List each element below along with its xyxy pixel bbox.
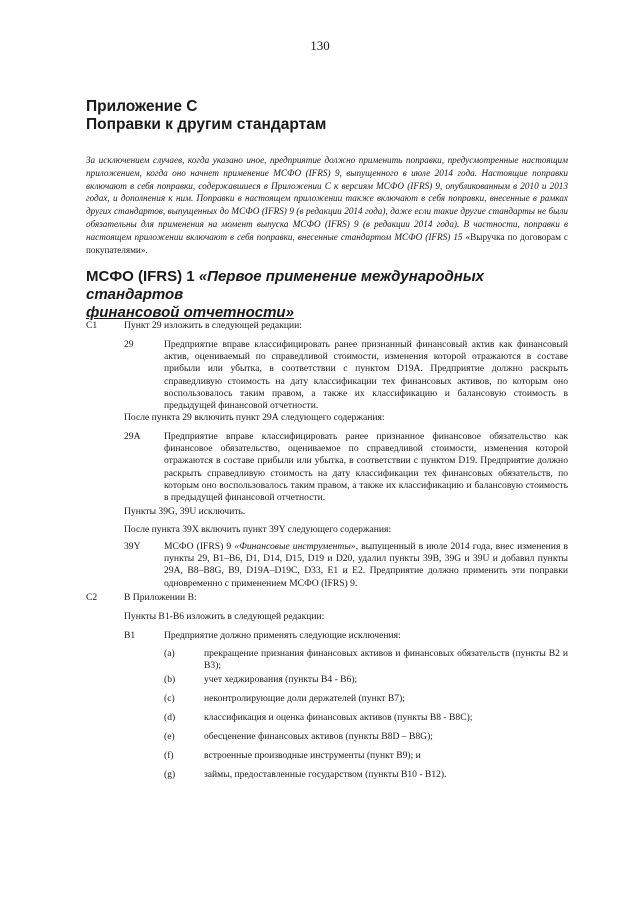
intro-italic-text: За исключением случаев, когда указано иное, предприятие должно применить поправки, предусмотренные настоящим приложением, когда оно начнет применение МСФО (IFRS) 9, выпущенного в июле 2014 года. Настоящие поправки включают в себя поправки, содержавшиеся в Приложении С к версиям МСФО (IFRS) 9, опубликованным в 2010 и 2013 годах, и дополнения к ним. Поправки в настоящем приложении также включают в себя поправки, внесенные в рамках других стандартов, выпущенных до МСФО (IFRS) 9 (в редакции 2014 года), даже если такие другие стандарты не были обязательны для применения на момент выпуска МСФО (IFRS) 9 (в редакции 2014 года). В частности, поправки в настоящем приложении включают в себя поправки, внесенные стандартом МСФО (IFRS) 15	[86, 155, 568, 242]
b1-number: B1	[124, 630, 136, 641]
list-item-text: неконтролирующие доли держателей (пункт B7);	[204, 693, 405, 704]
appendix-title-line2: Поправки к другим стандартам	[86, 116, 327, 133]
page-number: 130	[310, 38, 330, 53]
p39y-rest: , выпущенный в июле 2014 года, внес изменения в пункты 29, B1–B6, D1, D14, D15, D19 и D20, удалил пункты 39B, 39G и 39U и добавил пункты 29A, B8–B8G, B9, D19A–D19C, D33, E1 и E2. Предприятие должно применить эти поправки одновременно с применением МСФО (IFRS) 9.	[164, 541, 568, 589]
appendix-title	[86, 98, 326, 134]
c1-instruction: Пункт 29 изложить в следующей редакции:	[124, 320, 302, 331]
p29-text: Предприятие вправе классифицировать ранее признанный финансовый актив как финансовый актив, оцениваемый по справедливой стоимости, изменения которой отражаются в составе прибыли или убытка, в соответствии с пунктом D19A. Предприятие должно раскрыть справедливую стоимость на дату классификации тех финансовых активов, по которым оно воспользовалось таким правом, а также их классификацию и балансовую стоимость в предыдущей финансовой отчетности.	[164, 339, 568, 412]
list-item-text: учет хеджирования (пункты B4 - B6);	[204, 674, 358, 685]
section-heading	[86, 268, 576, 322]
after-39x-instruction: После пункта 39X включить пункт 39Y следующего содержания:	[124, 524, 392, 535]
p39y-italic: «Финансовые инструменты»	[234, 541, 356, 552]
section-heading-italic-1: «Первое применение международных стандартов	[86, 268, 484, 303]
appendix-title-line1: Приложение С	[86, 98, 198, 115]
section-heading-line1	[86, 268, 576, 304]
c2-label: C2	[86, 592, 98, 603]
list-item-text: встроенные производные инструменты (пункт B9); и	[204, 750, 421, 761]
intro-paragraph	[86, 154, 568, 256]
p29a-text: Предприятие вправе классифицировать ранее признанное финансовое обязательство как финансовое обязательство, оцениваемое по справедливой стоимости, изменения которой отражаются в составе прибыли или убытка, в соответствии с пунктом D19. Предприятие должно раскрыть справедливую стоимость на дату классификации тех финансовых обязательств, по которым оно воспользовалось таким правом, а также их классификацию и балансовую стоимость в предыдущей финансовой отчетности.	[164, 431, 568, 504]
section-heading-line2: финансовой отчетности»	[86, 304, 294, 321]
c2-instruction: Пункты B1-B6 изложить в следующей редакции:	[124, 611, 325, 622]
list-item-letter: (g)	[164, 769, 176, 780]
c2-intro: В Приложении B:	[124, 592, 197, 603]
list-item-letter: (f)	[164, 750, 174, 761]
list-item-text: классификация и оценка финансовых активов (пункты B8 - B8C);	[204, 712, 473, 723]
list-item-letter: (c)	[164, 693, 175, 704]
list-item-letter: (a)	[164, 648, 175, 659]
list-item-letter: (e)	[164, 731, 175, 742]
list-item-text: займы, предоставленные государством (пункты B10 - B12).	[204, 769, 447, 780]
p29a-number: 29A	[124, 431, 141, 442]
list-item-letter: (b)	[164, 674, 176, 685]
section-heading-plain: МСФО (IFRS) 1	[86, 268, 199, 285]
p29-number: 29	[124, 339, 134, 350]
c1-label: C1	[86, 320, 98, 331]
b1-text: Предприятие должно применять следующие исключения:	[164, 630, 401, 641]
list-item-letter: (d)	[164, 712, 176, 723]
list-item-text: прекращение признания финансовых активов и финансовых обязательств (пункты B2 и B3);	[204, 648, 568, 672]
p39y-number: 39Y	[124, 541, 141, 552]
p39y-text	[164, 541, 568, 590]
list-item-text: обесценение финансовых активов (пункты B8D – B8G);	[204, 731, 433, 742]
p39y-start: МСФО (IFRS) 9	[164, 541, 235, 552]
exclude-instruction: Пункты 39G, 39U исключить.	[124, 506, 246, 517]
intro-normal-tail: «Выручка по договорам с покупателями».	[86, 231, 568, 255]
after-29-instruction: После пункта 29 включить пункт 29А следующего содержания:	[124, 412, 385, 423]
